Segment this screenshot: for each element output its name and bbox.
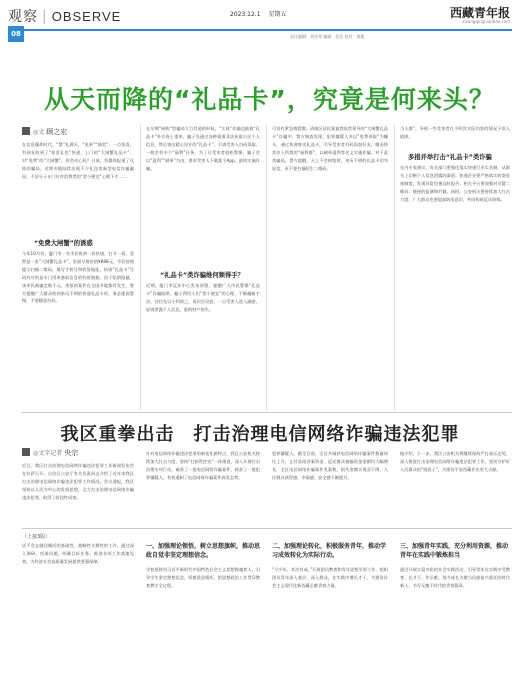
column-name-en: OBSERVE	[51, 9, 122, 24]
story2-headline: 我区重拳出击 打击治理电信网络诈骗违法犯罪	[60, 424, 460, 445]
story1-col3-body: 可设有紧急销暂缴。清康区居民案彼我诶哲领导的“大闸蟹礼品卡”诈骗中，警方调查发现，犯罪嫌疑人多以“免费领取”为噱头，通过快递寄送礼品卡，引导受害者扫码添加好友，继而将其拉入所谓的“福利群”，以刷单返利等名义实施诈骗。对于此类骗局，警方提醒，天上不会掉馅饼，来历不明的礼品卡切勿轻信，更不要扫描陌生二维码。	[272, 126, 388, 171]
bottom-col3-body: “今少年，其次有成。”开展团员教育和青年思想引领工作，组织团员青年深入基层、深入群众，在实践中增长才干，为建设社会主义现代化新西藏贡献青春力量。	[272, 567, 388, 588]
column-divider	[140, 125, 141, 410]
column-name-cn: 观察	[8, 9, 38, 25]
story1-col4-body: 当人群”，导致一些受害者在不明其实际内容的情况下误入陷阱。	[400, 126, 510, 139]
paper-name: 西藏青年报	[449, 6, 510, 20]
byline-author: 央宗	[64, 449, 79, 457]
bottom-col4-heading: 三、加强青年实践，充分利用资源，推动青年在实践中锻炼担当	[400, 543, 509, 559]
header-rule	[22, 29, 512, 31]
story2-col4-body: 据介绍，下一步，我区公安机关将继续保持严打高压态势，深入推进打击治理电信网络诈骗违法犯罪工作，坚决守护好人民群众的“钱袋子”，为建设平安西藏作出更大贡献。	[400, 451, 510, 472]
byline-square-icon	[22, 448, 30, 456]
story1-headline: 从天而降的“礼品卡”，究竟是何来头？	[44, 85, 495, 114]
story1-col4-subhead: 多措并举打击“礼品卡”类诈骗	[408, 154, 492, 161]
story1-byline	[22, 127, 67, 137]
column-divider	[266, 125, 267, 410]
section-rule	[22, 412, 512, 413]
weekday-text: 星期五	[268, 11, 287, 18]
page-number-badge: 08	[8, 26, 24, 42]
story1-col1-subhead: “免费大闸蟹”的诱惑	[34, 240, 93, 247]
byline-author: 顾之宏	[46, 128, 68, 136]
column-name: 观察 | OBSERVE	[8, 9, 122, 25]
story2-col3-body: 犯罪嫌疑人。截至目前，全区共破获电信网络诈骗案件数量同比上升，止付冻结涉案资金、返还群众被骗资金金额均大幅增长，全区电信网络诈骗案件发案数、损失金额实现双下降，人民群众获得感、幸福感、安全感不断提升。	[272, 451, 388, 480]
story2-col1-body: 近日，我区打击治理电信网络诈骗违法犯罪工作新闻发布会在拉萨召开。自治区公安厅有关负责同志介绍了近年来我区打击治理电信网络诈骗违法犯罪工作情况。会议通报，我区坚持以人民为中心的发展思想，全力打击治理电信网络诈骗违法犯罪，取得了阶段性成效。	[22, 463, 134, 500]
story1-col2-subhead: “礼品卡”类诈骗维何频得手？	[160, 272, 244, 279]
bottom-col3-heading: 二、加强理论转化，积极服务青年，推动学习成效转化为实际行动。	[272, 543, 387, 559]
continued-note: （上接3版）	[22, 534, 51, 540]
section-rule	[22, 528, 512, 529]
byline-label: ◎文字记者	[33, 450, 63, 457]
bottom-col1-body: 语不会去做回城近的基础性、战略性支撑性的工作。通过深入调研，找准问题，明确目标任务，推进各项工作落地见效，为经济社会高质量发展提供坚强保障。	[22, 543, 134, 564]
date-text: 2023.12.1	[230, 11, 261, 18]
story1-col1-body: 今年10月份，厦门市一名市民收到一份快递，打开一看，竟然是一张“大闸蟹礼品卡”，里面写着价值¥888元，市民按照提示扫描二维码，填写手机号和收货地址，结果“礼品卡”号码对应的是专门用来套取信息的钓鱼链接。由于陷阱隐蔽，该市民被骗走数千元。类似的案件在全国多地都有发生，警方提醒广大群众收到来历不明的快递礼品卡时，务必提高警惕，不要随意扫码。	[22, 251, 134, 304]
bottom-col2-body: 学校坚持用习近平新时代中国特色社会主义思想铸魂育人，引导学生坚定理想信念，厚植爱国情怀，把思想政治工作贯穿教育教学全过程。	[146, 567, 260, 588]
bottom-col4-body: 通过开展丰富多彩的社会实践活动，引导青年在实践中受教育、长才干、作贡献，努力成长为堪当民族复兴重任的时代新人，书写无愧于时代的青春篇章。	[400, 567, 510, 588]
paper-url: xizangqingnianbao.com	[462, 19, 510, 24]
story2-byline	[22, 448, 78, 458]
bottom-col2-heading: 一、加强理论领悟，树立思想旗帜，推动思政自觉非坚定理想信念。	[146, 543, 261, 559]
story1-col4-body2: 在内专家建议，有关部门要强化落实快递行业实名制，从源头上切断个人信息泄露的渠道；快递企业要严格落实收寄验视制度，发现异常包裹及时报告；相关平台要加强对可疑二维码、链接的监测和拦截。同时，公安机关要持续加大打击力度，广大群众也要提高防范意识，共同构筑反诈防线。	[400, 165, 510, 202]
column-divider	[394, 125, 395, 410]
byline-square-icon	[22, 127, 30, 135]
page-header	[0, 0, 520, 60]
story1-col2-body: 在早期“网购”型骗局大行其道的时候，“实体”诈骗也披着“礼品卡”外衣卷土重来。骗子先通过各种渠道非法获取公民个人信息，然后寄出精心设计的“礼品卡”，引诱受害人扫码领取。一般会有多个“福利”任务，为了让受害者放松警惕，骗子会以“返利”“刷单”为由，要求受害人下载某个App，最终实施诈骗。	[146, 126, 260, 171]
editor-credits: 责任编辑：刘亚琴 编辑：任浩 校对：贾聪	[290, 34, 365, 39]
byline-label: ◎文	[33, 129, 45, 136]
story2-col2-body: 针对电信网络诈骗违法犯罪的新变化新特点，我区公安机关持续加大打击力度，坚持“打防管控宣”一体推进，深入开展打击治理专项行动，破获了一批电信网络诈骗案件，抓获了一批犯罪嫌疑人，有效遏制了电信网络诈骗案件高发态势。	[146, 451, 260, 480]
story1-col2-body2: 近期，厦门市反诈中心发布预警，提醒广大市民警惕“礼品卡”诈骗陷阱。骗子利用人们“贪小便宜”的心理，不断翻新手法，往往先以小利诱之，再层层设套，一旦受害人进入圈套，轻则泄露个人信息，重则财产损失。	[146, 283, 260, 312]
issue-date	[230, 9, 292, 18]
story1-col1-intro: 在信息爆炸时代，“警”礼满天，“免单”“抽奖”，一点惊喜。有网友收到了“惊喜礼包”快递，上门的“大闸蟹礼品卡”、对“免费”的“大闸蟹”，你会动心吗？日前，有媒体报道了这样的骗局。近期多地陆续出现不少礼包类新型电信诈骗骗局，不法分子专门针对消费者的“贪小便宜”心理下手……	[22, 142, 134, 179]
